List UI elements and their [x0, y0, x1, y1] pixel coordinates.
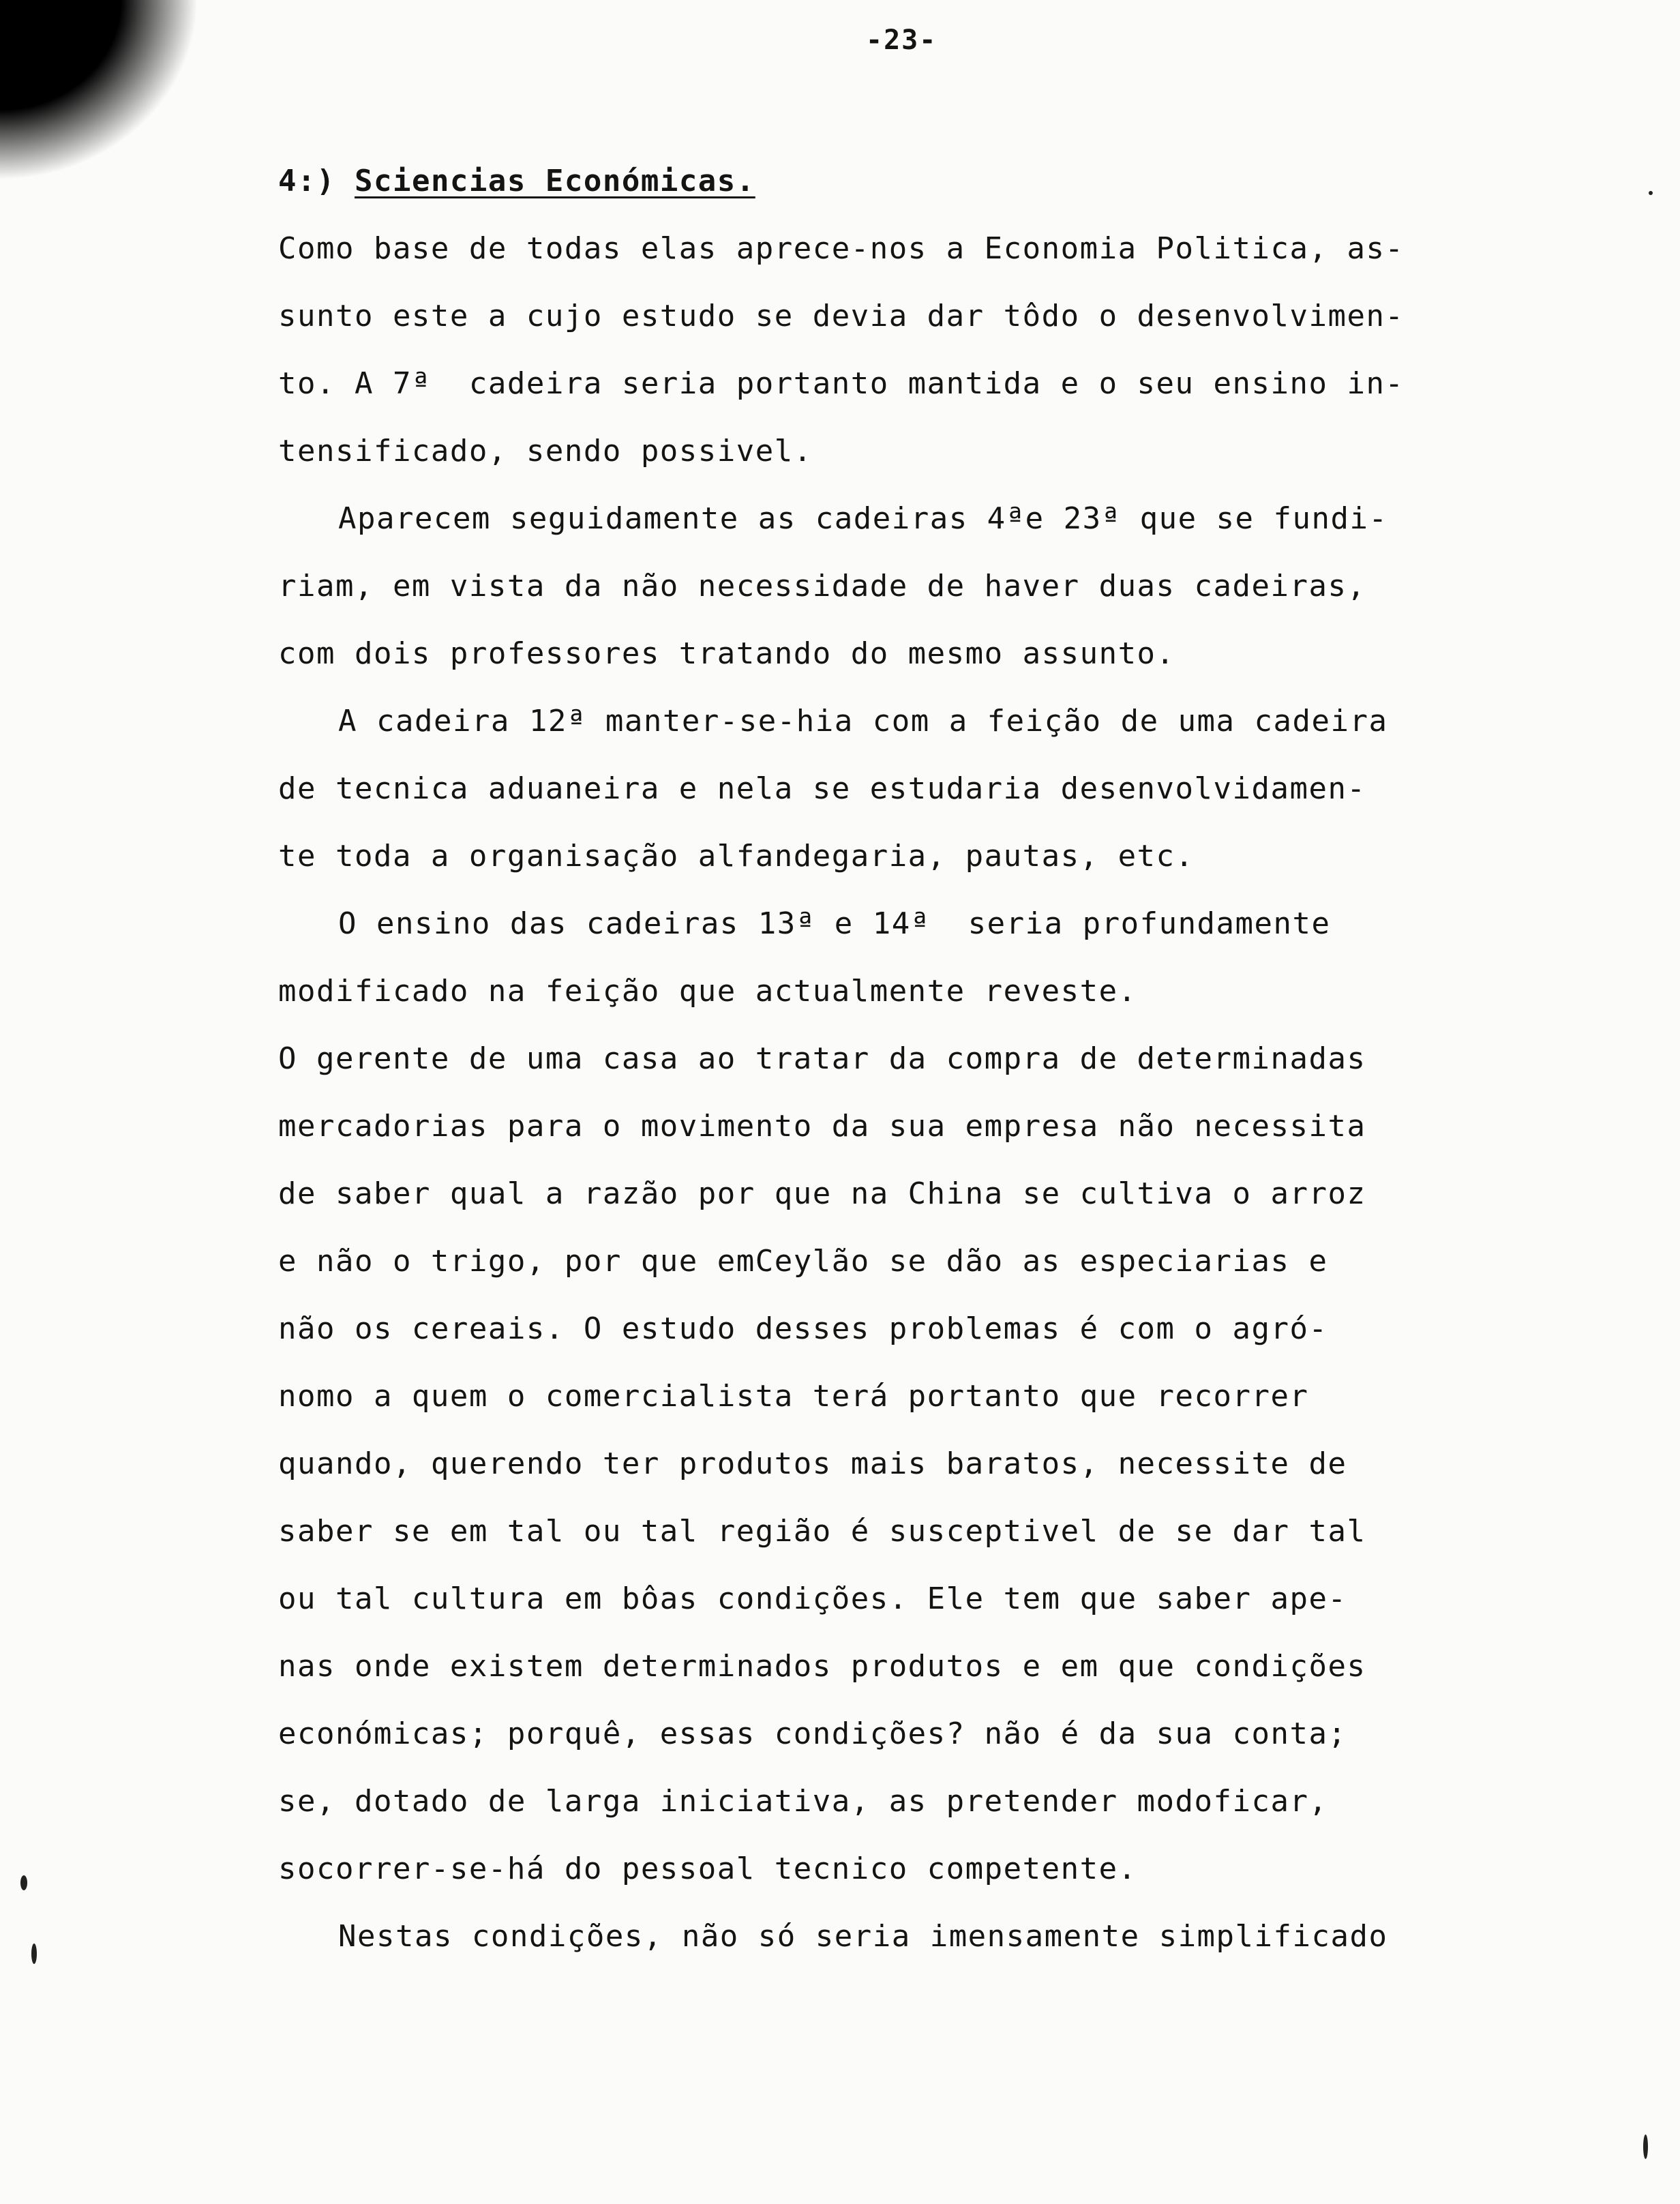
- text-line: te toda a organisação alfandegaria, pautas, etc.: [278, 839, 1195, 874]
- scan-speck: [1643, 2134, 1648, 2159]
- text-line: mercadorias para o movimento da sua empresa não necessita: [278, 1109, 1366, 1144]
- section-title: Sciencias Económicas.: [354, 164, 755, 198]
- text-line: nas onde existem determinados produtos e em que condições: [278, 1649, 1366, 1684]
- text-line: Nestas condições, não só seria imensamente simplificado: [338, 1919, 1388, 1954]
- scan-speck: [20, 1875, 27, 1890]
- text-line: de saber qual a razão por que na China se cultiva o arroz: [278, 1176, 1366, 1211]
- text-line: saber se em tal ou tal região é susceptivel de se dar tal: [278, 1514, 1366, 1549]
- section-number: 4:): [278, 164, 335, 198]
- paragraph-lines: [278, 215, 1492, 1970]
- text-line: quando, querendo ter produtos mais baratos, necessite de: [278, 1446, 1347, 1481]
- text-line: ou tal cultura em bôas condições. Ele tem que saber ape-: [278, 1581, 1347, 1616]
- text-line: O gerente de uma casa ao tratar da compra de determinadas: [278, 1041, 1366, 1076]
- text-line: Aparecem seguidamente as cadeiras 4ªe 23ª que se fundi-: [338, 501, 1388, 536]
- text-line: nomo a quem o comercialista terá portanto que recorrer: [278, 1379, 1309, 1414]
- text-line: e não o trigo, por que emCeylão se dão as especiarias e: [278, 1244, 1328, 1279]
- text-line: Como base de todas elas aprece-nos a Economia Politica, as-: [278, 231, 1405, 266]
- body-text: [278, 147, 1492, 1970]
- scan-speck: [1649, 191, 1653, 195]
- text-line: O ensino das cadeiras 13ª e 14ª seria profundamente: [338, 906, 1331, 941]
- text-line: socorrer-se-há do pessoal tecnico competente.: [278, 1851, 1137, 1886]
- text-line: com dois professores tratando do mesmo assunto.: [278, 636, 1175, 671]
- text-line: to. A 7ª cadeira seria portanto mantida e o seu ensino in-: [278, 366, 1405, 401]
- text-line: modificado na feição que actualmente reveste.: [278, 974, 1137, 1009]
- text-line: se, dotado de larga iniciativa, as pretender modoficar,: [278, 1784, 1328, 1819]
- text-line: não os cereais. O estudo desses problemas é com o agró-: [278, 1311, 1328, 1346]
- text-line: tensificado, sendo possivel.: [278, 434, 813, 468]
- scan-speck: [31, 1944, 37, 1964]
- scan-corner-shadow: [0, 0, 225, 205]
- page-number: -23-: [866, 25, 937, 56]
- text-line: económicas; porquê, essas condições? não é da sua conta;: [278, 1716, 1347, 1751]
- section-heading: [278, 147, 1492, 215]
- text-line: riam, em vista da não necessidade de haver duas cadeiras,: [278, 569, 1366, 604]
- text-line: A cadeira 12ª manter-se-hia com a feição de uma cadeira: [338, 704, 1388, 739]
- text-line: sunto este a cujo estudo se devia dar tôdo o desenvolvimen-: [278, 299, 1405, 333]
- text-line: de tecnica aduaneira e nela se estudaria desenvolvidamen-: [278, 771, 1366, 806]
